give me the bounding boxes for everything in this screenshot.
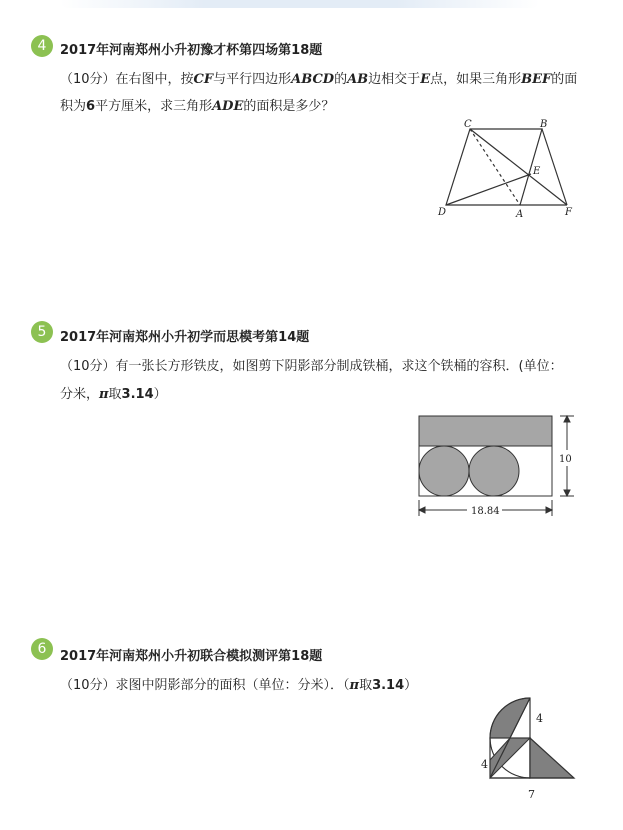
problem-number-badge: 6 [31,638,53,660]
text-segment: 与平行四边形 [213,72,292,87]
label-c: C [464,119,472,130]
text-segment: 平方厘米，求三角形 [95,99,213,114]
number-3-14: 3.14 [121,387,154,402]
math-cf: CF [193,72,214,87]
text-segment: 的 [334,72,348,87]
arrowhead-up [564,416,570,422]
problem-text-line-2 [60,95,334,114]
shaded-rectangle [419,416,552,446]
top-decoration-band [60,0,540,8]
math-ade: ADE [212,99,244,114]
label-a: A [516,209,524,220]
shaded-triangle [530,738,574,778]
math-ab: AB [347,72,369,87]
text-segment: （10分）在右图中，按 [60,72,194,87]
label-left-4: 4 [481,758,488,771]
label-top-4: 4 [536,712,543,725]
problem-number-badge: 4 [31,35,53,57]
text-segment: 取 [108,387,122,402]
label-bottom-7: 7 [528,788,535,801]
text-segment: 的面 [551,72,578,87]
label-d: D [438,207,447,218]
math-pi: π [99,387,109,402]
arrowhead-right [546,507,552,513]
segment-cf [470,129,567,205]
label-b: B [540,119,548,130]
arrowhead-left [419,507,425,513]
shaded-middle-region [490,738,530,778]
text-segment: 积为 [60,99,87,114]
segment-de [446,174,531,205]
iron-sheet-figure [412,410,592,522]
width-label: 18.84 [471,506,500,517]
shaded-circle-left [419,446,469,496]
number-3-14: 3.14 [372,678,405,693]
number-6: 6 [86,99,96,114]
text-segment: 的面积是多少？ [243,99,335,114]
text-segment: ） [153,387,167,402]
math-bef: BEF [521,72,552,87]
problem-text-line-1: （10分）有一张长方形铁皮，如图剪下阴影部分制成铁桶，求这个铁桶的容积．(单位： [60,359,563,374]
arrowhead-down [564,490,570,496]
shaded-area-figure [478,690,583,805]
shaded-upper-region [490,698,530,738]
text-segment: 分米， [60,387,100,402]
problem-title: 2017年河南郑州小升初学而思模考第14题 [60,330,310,345]
problem-text-line-2 [60,383,167,402]
problem-title: 2017年河南郑州小升初联合模拟测评第18题 [60,649,323,664]
text-segment: ） [404,678,418,693]
problem-title: 2017年河南郑州小升初豫才杯第四场第18题 [60,43,323,58]
text-segment: 点，如果三角形 [430,72,522,87]
math-e: E [420,72,431,87]
text-segment: 取 [359,678,373,693]
height-label: 10 [559,454,572,465]
shaded-circle-right [469,446,519,496]
label-e: E [533,166,541,177]
parallelogram-abcd [446,129,542,205]
parallelogram-figure [430,112,590,224]
problem-text-line-1 [60,674,417,693]
problem-text-line-1 [60,68,577,87]
problem-number-badge: 5 [31,321,53,343]
label-f: F [565,207,572,218]
math-pi: π [349,678,360,693]
text-segment: 边相交于 [368,72,421,87]
text-segment: （10分）求图中阴影部分的面积（单位：分米）．（ [60,678,350,693]
segment-bf [542,129,567,205]
math-abcd: ABCD [291,72,335,87]
